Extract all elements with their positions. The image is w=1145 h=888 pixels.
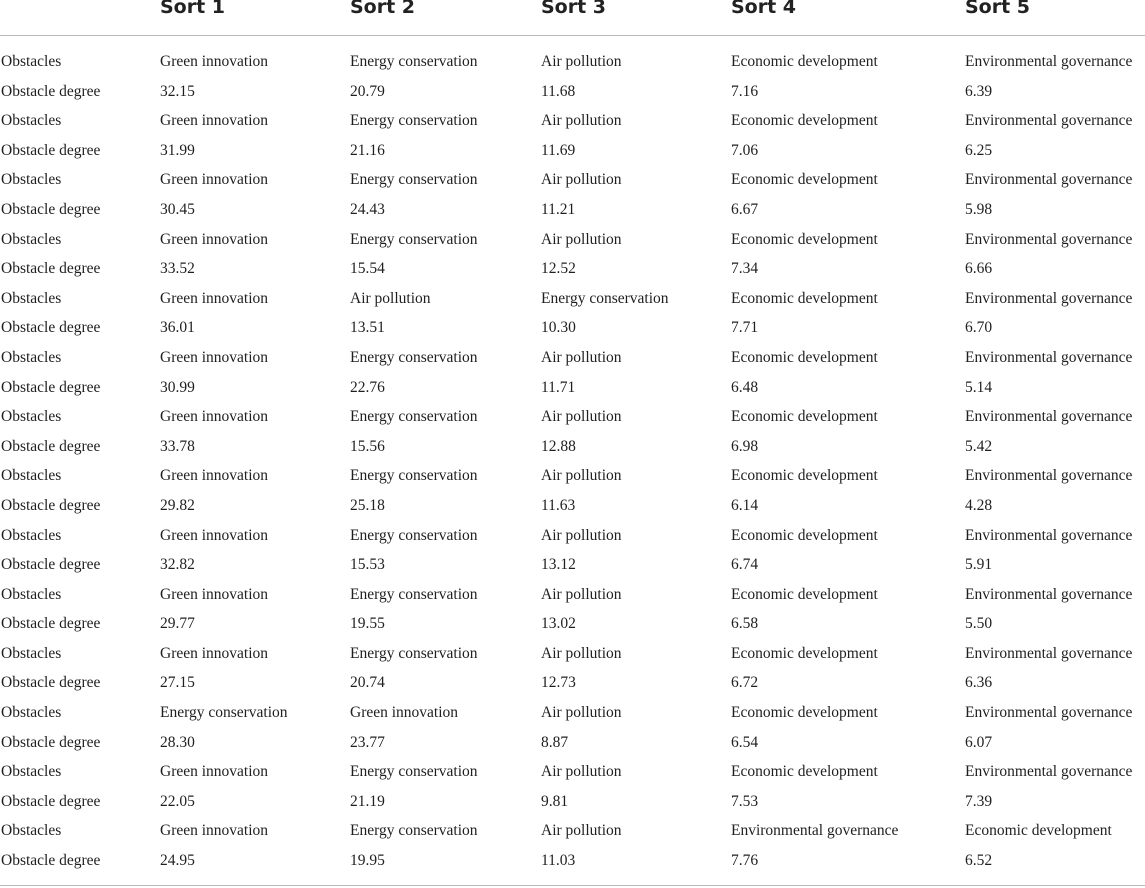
table-cell: 7.34: [731, 260, 759, 278]
table-row: [0, 139, 1145, 169]
table-cell: 6.39: [965, 82, 993, 100]
table-cell: 20.79: [350, 82, 385, 100]
row-label-cell: Obstacles: [1, 53, 62, 70]
table-cell: Green innovation: [160, 467, 269, 485]
table-cell: 11.63: [541, 496, 576, 514]
table-cell: 13.51: [350, 319, 385, 337]
table-cell: 6.74: [731, 556, 759, 574]
table-cell: Energy conservation: [350, 644, 478, 662]
table-cell: 5.98: [965, 200, 993, 218]
table-cell: 13.02: [541, 615, 576, 633]
table-cell: 21.16: [350, 141, 385, 159]
header-cell-sort-1: Sort 1: [160, 0, 226, 18]
row-label-cell: Obstacles: [1, 171, 62, 189]
table-cell: Green innovation: [160, 644, 269, 662]
table-cell: Energy conservation: [350, 822, 478, 840]
table-row: [0, 553, 1145, 583]
table-cell: Air pollution: [541, 526, 622, 544]
table-cell: Green innovation: [160, 230, 269, 248]
table-cell: 4.28: [965, 496, 993, 514]
table-cell: Air pollution: [541, 585, 622, 603]
table-cell: Environmental governance: [731, 822, 899, 840]
table-row: [0, 257, 1145, 287]
table-row: [0, 464, 1145, 494]
table-row: [0, 287, 1145, 317]
table-cell: Energy conservation: [541, 289, 669, 307]
row-label-cell: Obstacles: [1, 704, 62, 722]
table-cell: Economic development: [965, 822, 1112, 840]
table-cell: 7.53: [731, 792, 759, 810]
table-cell: Energy conservation: [350, 526, 478, 544]
table-cell: 10.30: [541, 319, 576, 337]
table-cell: Energy conservation: [350, 348, 478, 366]
table-cell: 22.76: [350, 378, 385, 396]
table-cell: Environmental governance: [965, 408, 1133, 426]
row-label-cell: Obstacles: [1, 348, 62, 366]
table-row: [0, 316, 1145, 346]
row-label-cell: Obstacle degree: [1, 141, 101, 159]
table-row: [0, 849, 1145, 879]
header-cell-sort-5: Sort 5: [965, 0, 1031, 18]
table-cell: 6.36: [965, 674, 993, 692]
table-row: [0, 612, 1145, 642]
table-cell: Air pollution: [541, 348, 622, 366]
row-label-cell: Obstacles: [1, 467, 62, 485]
table-cell: 5.91: [965, 556, 993, 574]
table-cell: 29.77: [160, 615, 195, 633]
table-row: [0, 731, 1145, 761]
table-cell: 11.68: [541, 82, 576, 100]
table-cell: Economic development: [731, 408, 878, 426]
table-row: [0, 790, 1145, 820]
table-cell: Green innovation: [160, 112, 269, 130]
table-cell: Energy conservation: [350, 408, 478, 426]
table-cell: Environmental governance: [965, 526, 1133, 544]
row-label-cell: Obstacle degree: [1, 260, 101, 278]
table-cell: Environmental governance: [965, 348, 1133, 366]
table-cell: Air pollution: [541, 230, 622, 248]
header-cell-sort-2: Sort 2: [350, 0, 416, 18]
table-cell: 11.69: [541, 141, 576, 159]
table-cell: Energy conservation: [350, 467, 478, 485]
table-cell: 6.58: [731, 615, 759, 633]
table-row: [0, 524, 1145, 554]
table-cell: 13.12: [541, 556, 576, 574]
table-cell: Environmental governance: [965, 289, 1133, 307]
row-label-cell: Obstacle degree: [1, 437, 101, 455]
table-cell: Air pollution: [541, 112, 622, 130]
table-cell: Economic development: [731, 526, 878, 544]
table-cell: 20.74: [350, 674, 385, 692]
row-label-cell: Obstacle degree: [1, 792, 101, 810]
table-cell: 6.67: [731, 200, 759, 218]
row-label-cell: Obstacles: [1, 408, 62, 426]
table-cell: Energy conservation: [350, 230, 478, 248]
table-cell: Green innovation: [160, 348, 269, 366]
table-cell: 7.39: [965, 792, 993, 810]
table-cell: 7.16: [731, 82, 759, 100]
table-cell: Green innovation: [160, 822, 269, 840]
table-cell: 7.71: [731, 319, 759, 337]
table-cell: Green innovation: [350, 704, 459, 722]
row-label-cell: Obstacles: [1, 763, 62, 781]
table-row: [0, 80, 1145, 110]
table-row: [0, 109, 1145, 139]
table-cell: 8.87: [541, 733, 569, 751]
table-cell: 31.99: [160, 141, 195, 159]
table-cell: Environmental governance: [965, 171, 1133, 189]
table-cell: 6.98: [731, 437, 759, 455]
table-cell: 6.70: [965, 319, 993, 337]
table-cell: 32.82: [160, 556, 195, 574]
table-cell: 30.99: [160, 378, 195, 396]
table-cell: Air pollution: [350, 289, 431, 307]
row-label-cell: Obstacles: [1, 585, 62, 603]
table-cell: Economic development: [731, 289, 878, 307]
table-cell: 27.15: [160, 674, 195, 692]
row-label-cell: Obstacle degree: [1, 733, 101, 751]
row-label-cell: Obstacles: [1, 644, 62, 662]
table-cell: 33.52: [160, 260, 195, 278]
table-cell: 6.25: [965, 141, 993, 159]
row-label-cell: Obstacle degree: [1, 615, 101, 633]
table-cell: 6.14: [731, 496, 759, 514]
table-cell: 7.76: [731, 852, 759, 870]
table-cell: Green innovation: [160, 763, 269, 781]
table-cell: 11.21: [541, 200, 576, 218]
table-cell: Economic development: [731, 348, 878, 366]
table-row: [0, 583, 1145, 613]
table-cell: 5.42: [965, 437, 993, 455]
table-cell: Energy conservation: [350, 112, 478, 130]
table-header: [0, 0, 1145, 36]
table-row: [0, 494, 1145, 524]
table-cell: 19.55: [350, 615, 385, 633]
table-cell: 28.30: [160, 733, 195, 751]
header-cell-sort-4: Sort 4: [731, 0, 797, 18]
table-cell: 6.72: [731, 674, 759, 692]
table-row: [0, 405, 1145, 435]
table-cell: 7.06: [731, 141, 759, 159]
header-cell-sort-3: Sort 3: [541, 0, 607, 18]
table-row: [0, 50, 1145, 80]
table-cell: 24.43: [350, 200, 385, 218]
table-cell: Economic development: [731, 467, 878, 485]
table-cell: Air pollution: [541, 53, 622, 70]
table-cell: Air pollution: [541, 171, 622, 189]
table-cell: 22.05: [160, 792, 195, 810]
table-cell: 12.73: [541, 674, 576, 692]
row-label-cell: Obstacle degree: [1, 852, 101, 870]
row-label-cell: Obstacle degree: [1, 82, 101, 100]
table-cell: Air pollution: [541, 644, 622, 662]
table-cell: 6.54: [731, 733, 759, 751]
table-cell: 21.19: [350, 792, 385, 810]
table-cell: Energy conservation: [160, 704, 288, 722]
table-cell: Economic development: [731, 53, 878, 70]
table-row: [0, 671, 1145, 701]
table-cell: Environmental governance: [965, 585, 1133, 603]
table-body: [0, 36, 1145, 879]
table-row: [0, 346, 1145, 376]
table-cell: 23.77: [350, 733, 385, 751]
table-cell: Environmental governance: [965, 230, 1133, 248]
table-cell: 15.53: [350, 556, 385, 574]
table-cell: Energy conservation: [350, 585, 478, 603]
table-cell: Energy conservation: [350, 171, 478, 189]
table-cell: Air pollution: [541, 704, 622, 722]
table-cell: 6.48: [731, 378, 759, 396]
table-cell: Environmental governance: [965, 644, 1133, 662]
table-cell: Economic development: [731, 585, 878, 603]
table-cell: 11.03: [541, 852, 576, 870]
table-cell: Green innovation: [160, 171, 269, 189]
table-cell: 36.01: [160, 319, 195, 337]
row-label-cell: Obstacles: [1, 526, 62, 544]
table-cell: 5.50: [965, 615, 993, 633]
table-cell: 11.71: [541, 378, 576, 396]
table-cell: Economic development: [731, 171, 878, 189]
row-label-cell: Obstacles: [1, 230, 62, 248]
table-cell: 19.95: [350, 852, 385, 870]
table-cell: Environmental governance: [965, 467, 1133, 485]
table-row: [0, 376, 1145, 406]
row-label-cell: Obstacle degree: [1, 556, 101, 574]
table-bottom-rule: [0, 885, 1145, 886]
row-label-cell: Obstacle degree: [1, 319, 101, 337]
table-cell: Energy conservation: [350, 763, 478, 781]
table-cell: 12.52: [541, 260, 576, 278]
row-label-cell: Obstacle degree: [1, 496, 101, 514]
row-label-cell: Obstacle degree: [1, 200, 101, 218]
row-label-cell: Obstacles: [1, 822, 62, 840]
table-cell: Green innovation: [160, 585, 269, 603]
table-row: [0, 642, 1145, 672]
table-cell: 25.18: [350, 496, 385, 514]
table-cell: 5.14: [965, 378, 993, 396]
table-cell: Air pollution: [541, 822, 622, 840]
table-cell: Environmental governance: [965, 112, 1133, 130]
table-cell: 15.56: [350, 437, 385, 455]
table-cell: Air pollution: [541, 763, 622, 781]
table-row: [0, 819, 1145, 849]
table-cell: 15.54: [350, 260, 385, 278]
table-cell: Economic development: [731, 112, 878, 130]
row-label-cell: Obstacles: [1, 112, 62, 130]
row-label-cell: Obstacle degree: [1, 674, 101, 692]
table-cell: 24.95: [160, 852, 195, 870]
table-cell: Environmental governance: [965, 704, 1133, 722]
table-row: [0, 168, 1145, 198]
table-cell: Energy conservation: [350, 53, 478, 70]
table-cell: Air pollution: [541, 408, 622, 426]
table-cell: 9.81: [541, 792, 569, 810]
table-row: [0, 198, 1145, 228]
table-cell: 29.82: [160, 496, 195, 514]
table-cell: Environmental governance: [965, 763, 1133, 781]
table-cell: Green innovation: [160, 526, 269, 544]
table-cell: Economic development: [731, 230, 878, 248]
table-row: [0, 760, 1145, 790]
table-cell: 33.78: [160, 437, 195, 455]
table-row: [0, 435, 1145, 465]
table-cell: 30.45: [160, 200, 195, 218]
row-label-cell: Obstacle degree: [1, 378, 101, 396]
table-cell: Green innovation: [160, 408, 269, 426]
table-cell: Environmental governance: [965, 53, 1133, 70]
row-label-cell: Obstacles: [1, 289, 62, 307]
table-cell: Green innovation: [160, 289, 269, 307]
table-cell: 6.66: [965, 260, 993, 278]
table-cell: 12.88: [541, 437, 576, 455]
table-cell: Green innovation: [160, 53, 269, 70]
table-cell: 6.52: [965, 852, 993, 870]
table-row: [0, 701, 1145, 731]
table-cell: 32.15: [160, 82, 195, 100]
table-cell: 6.07: [965, 733, 993, 751]
table-cell: Economic development: [731, 763, 878, 781]
table-row: [0, 228, 1145, 258]
table-cell: Air pollution: [541, 467, 622, 485]
table-cell: Economic development: [731, 644, 878, 662]
table-cell: Economic development: [731, 704, 878, 722]
